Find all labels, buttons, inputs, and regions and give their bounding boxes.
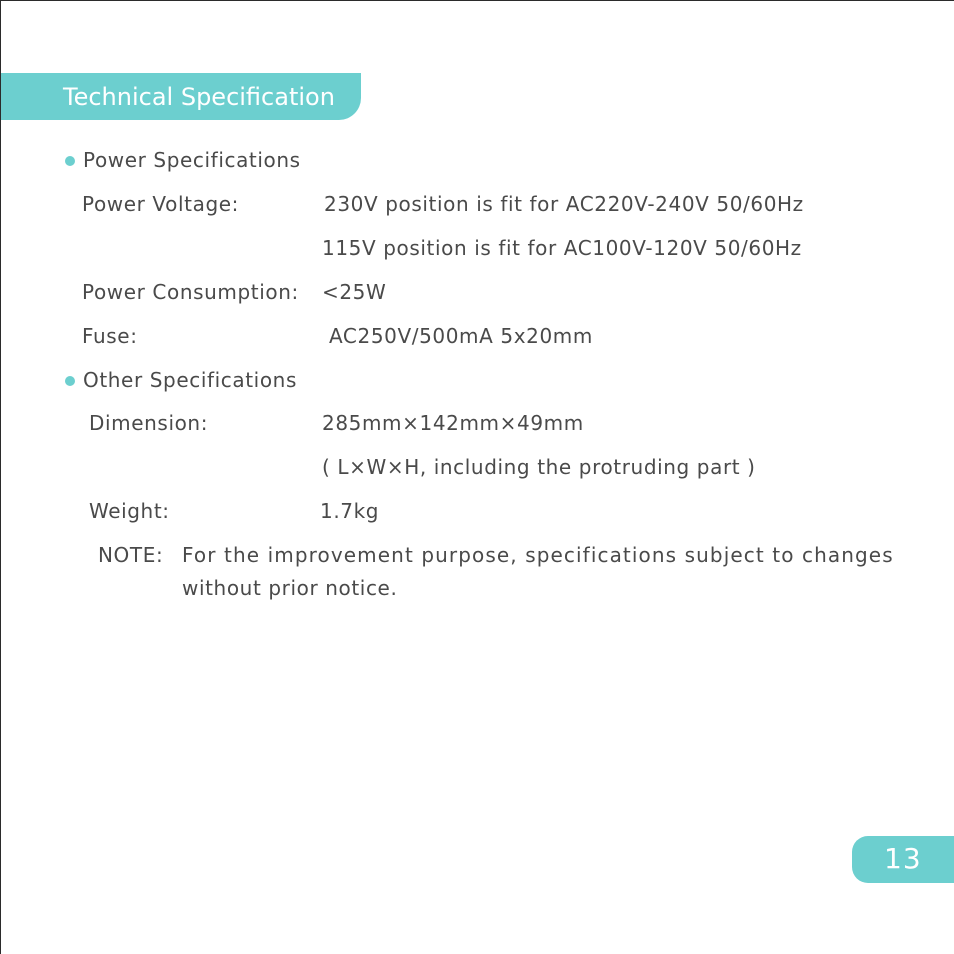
weight-label: Weight: [89, 499, 170, 523]
dimension-value: 285mm×142mm×49mm [322, 411, 584, 435]
power-voltage-value-115v: 115V position is fit for AC100V-120V 50/60Hz [322, 236, 802, 260]
power-specifications-heading: Power Specifications [83, 148, 301, 172]
note-label: NOTE: [98, 543, 164, 567]
power-consumption-value: <25W [322, 280, 387, 304]
section-header-tab [1, 73, 361, 120]
power-consumption-label: Power Consumption: [82, 280, 299, 304]
fuse-label: Fuse: [82, 324, 138, 348]
page-number-tab [852, 836, 954, 883]
weight-value: 1.7kg [320, 499, 380, 523]
bullet-icon [65, 376, 75, 386]
other-specifications-heading: Other Specifications [83, 368, 297, 392]
section-title: Technical Specification [63, 83, 335, 111]
page-number: 13 [884, 842, 922, 875]
power-voltage-value-230v: 230V position is fit for AC220V-240V 50/60Hz [324, 192, 804, 216]
note-text-line-1: For the improvement purpose, specifications subject to changes [182, 543, 894, 567]
bullet-icon [65, 156, 75, 166]
dimension-note: ( L×W×H, including the protruding part ) [322, 455, 756, 479]
power-voltage-label: Power Voltage: [82, 192, 239, 216]
dimension-label: Dimension: [89, 411, 209, 435]
fuse-value: AC250V/500mA 5x20mm [329, 324, 593, 348]
note-text-line-2: without prior notice. [182, 576, 398, 600]
